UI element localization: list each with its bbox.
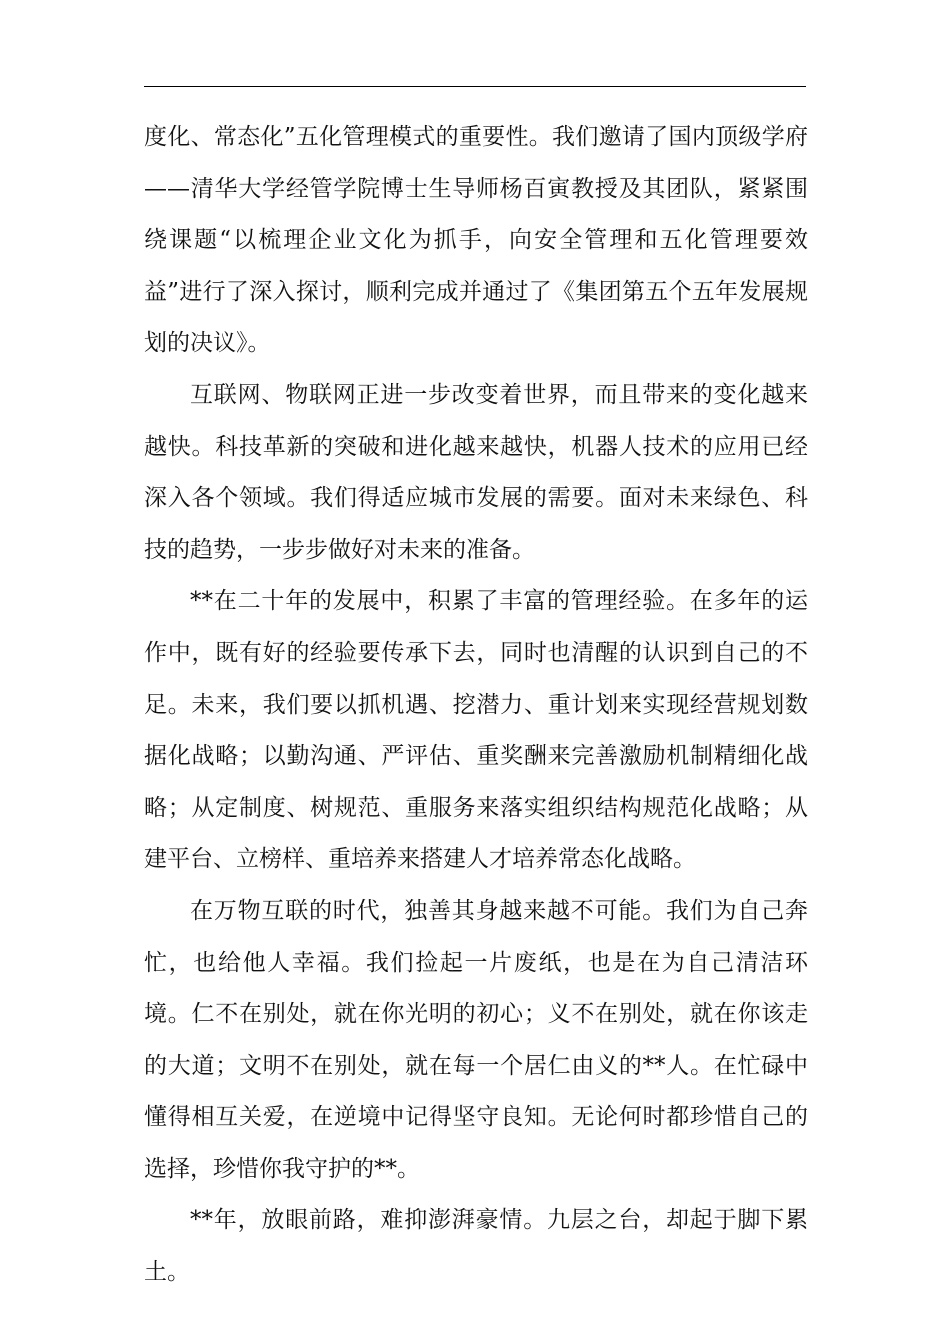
paragraph: 在万物互联的时代，独善其身越来越不可能。我们为自己奔忙，也给他人幸福。我们捡起一片废纸，也是在为自己清洁环境。仁不在别处，就在你光明的初心；义不在别处，就在你该走的大道；文明不在别处，就在每一个居仁由义的**人。在忙碌中懂得相互关爱，在逆境中记得坚守良知。无论何时都珍惜自己的选择，珍惜你我守护的**。 — [144, 897, 808, 1182]
paragraph: **在二十年的发展中，积累了丰富的管理经验。在多年的运作中，既有好的经验要传承下去，同时也清醒的认识到自己的不足。未来，我们要以抓机遇、挖潜力、重计划来实现经营规划数据化战略；以勤沟通、严评估、重奖酬来完善激励机制精细化战略；从定制度、树规范、重服务来落实组织结构规范化战略；从建平台、立榜样、重培养来搭建人才培养常态化战略。 — [144, 588, 808, 873]
document-body — [144, 112, 808, 1299]
paragraph: 互联网、物联网正进一步改变着世界，而且带来的变化越来越快。科技革新的突破和进化越来越快，机器人技术的应用已经深入各个领域。我们得适应城市发展的需要。面对未来绿色、科技的趋势，一步步做好对未来的准备。 — [144, 381, 808, 563]
header-rule — [144, 86, 806, 87]
paragraph-continued: 度化、常态化”五化管理模式的重要性。我们邀请了国内顶级学府——清华大学经管学院博士生导师杨百寅教授及其团队，紧紧围绕课题“以梳理企业文化为抓手，向安全管理和五化管理要效益”进行了深入探讨，顺利完成并通过了《集团第五个五年发展规划的决议》。 — [144, 124, 808, 357]
paragraph: **年，放眼前路，难抑澎湃豪情。九层之台，却起于脚下累土。 — [144, 1207, 808, 1286]
